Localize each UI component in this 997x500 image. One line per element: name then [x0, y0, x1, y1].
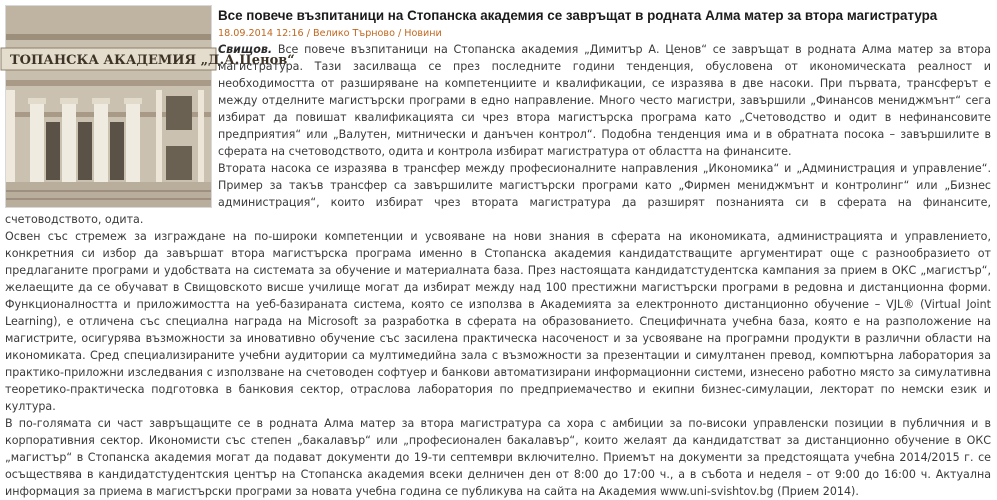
paragraph: Освен със стремеж за изграждане на по-широки компетенции и усвояване на нови знания в сферата на икономиката, администрацията и управлението, конкретния си избор да завършат втора магистърска програма именно в Стопанска академия кандидатстващите аргументират още с разнообразието от предлаганите програми и удобствата на системата за обучение и материалната база. През настоящата кандидатстудентска кампания за прием в ОКС „магистър“, желаещите да се обучават в Свищовското висше училище могат да избират между над 100 престижни магистърски програми в редовна и дистанционна форми. Функционалността и приложимостта на уеб-базираната система, която се използва в Академията за електронното дистанционно обучение – VJL® (Virtual Joint Learning), е отличена със специална награда на Microsoft за разработка в сферата на образованието. Специфичната учебна база, която е на разположение на магистрите, осигурява възможности за иновативно обучение със засилена практическа насоченост и за усвояване на програмни продукти в различни области на икономиката. Сред специализираните учебни аудитории са мултимедийна зала с възможности за презентации и симултанен превод, компютърна лаборатория за практико-приложни изследвания с използване на счетоводен софтуер и банкови автоматизирани информационни системи, изнесено работно място за симулативна теоретико-практическа подготовка в банковия сектор, отраслова лаборатория по предприемачество и екипни бизнес-симулации, лекторат по немски език и култура. [5, 230, 991, 413]
svg-text:ТОПАНСКА АКАДЕМИЯ „Д.А.Ценов“: ТОПАНСКА АКАДЕМИЯ „Д.А.Ценов“ [10, 53, 295, 68]
article-meta [218, 28, 442, 39]
article-category[interactable]: Велико Търново / Новини [312, 28, 442, 39]
meta-separator: / [303, 28, 313, 39]
paragraph: В по-голямата си част завръщащите се в родната Алма матер за втора магистратура са хора с амбиции за по-високи управленски позиции в публичния и в корпоративния сектор. Икономисти със степен „бакалавър“ или „професионален бакалавър“, които желаят да кандидатстват за дистанционно обучение в ОКС „магистър“ в Стопанска академия могат да подават документи до 19-ти септември включително. Приемът на документи за предстоящата учебна 2014/2015 г. се осъществява в кандидатстудентския център на Стопанска академия всеки делничен ден от 8:00 до 17:00 ч., а в събота и неделя – от 9:00 до 16:00 ч. Актуална информация за приема в магистърски програми за новата учебна година се публикува на сайта на Академия www.uni-svishtov.bg (Прием 2014). [5, 417, 991, 498]
article-body [5, 41, 991, 500]
article-date: 18.09.2014 12:16 [218, 28, 304, 39]
paragraph: Втората насока се изразява в трансфер между професионалните направления „Икономика“ и „Администрация и управление“. Пример за такъв трансфер са завършилите магистърски програми като „Фирмен мениджмънт и контролинг“ или „Бизнес администрация“, които избират чрез втората магистратура да разширят познанията си в сферата на финансите, счетоводството, одита. [5, 162, 991, 226]
paragraph-1-text: Все повече възпитаници на Стопанска академия „Димитър А. Ценов“ се завръщат в родната Алма матер за втора магистратура. Тази засилваща се през последните години тенденция, обусловена от икономическата реалност и необходимостта от разширяване на компетенциите и квалификации, се изразява в две насоки. При първата, трансферът е между отделните магистърски програми в едно направление. Много често магистри, завършили „Финансов мениджмънт“ сега избират да повишат квалификацията си чрез втора магистърска програма като „Счетоводство и одит в нефинансовите предприятия“ или „Валутен, митнически и данъчен контрол“. Подобна тенденция има и в обратната посока – завършилите в сферата на счетоводството, одита и контрола избират магистратура от областта на финансите. [218, 43, 991, 158]
article-title[interactable]: Все повече възпитаници на Стопанска академия се завръщат в родната Алма матер за втора магистратура [218, 8, 938, 23]
lead-place: Свищов. [218, 43, 273, 56]
